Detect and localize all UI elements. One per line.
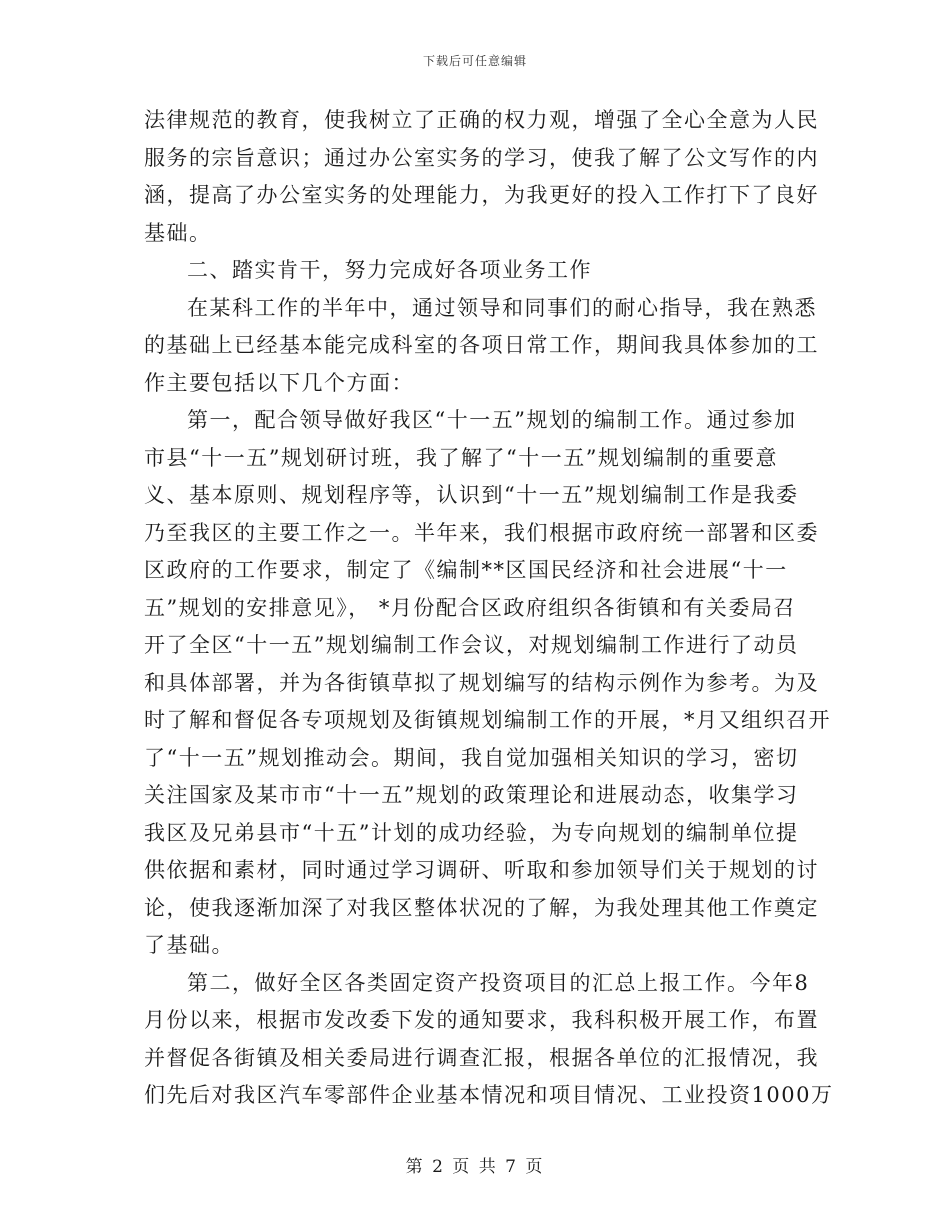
text-line: 第二，做好全区各类固定资产投资项目的汇总上报工作。今年8 — [187, 970, 810, 995]
text-line: 乃至我区的主要工作之一。半年来，我们根据市政府统一部署和区委 — [144, 520, 819, 545]
page-header: 下载后可任意编辑 — [422, 54, 527, 68]
text-line: 并督促各街镇及相关委局进行调查汇报，根据各单位的汇报情况，我 — [144, 1045, 819, 1070]
text-line: 供依据和素材，同时通过学习调研、听取和参加领导们关于规划的讨 — [144, 858, 819, 882]
document-body — [144, 102, 834, 1115]
text-line: 作主要包括以下几个方面： — [144, 370, 414, 395]
section-heading: 二、踏实肯干，努力完成好各项业务工作 — [187, 258, 592, 282]
text-line: 了“十一五”规划推动会。期间，我自觉加强相关知识的学习，密切 — [144, 745, 799, 770]
text-line: 五”规划的安排意见》， *月份配合区政府组织各街镇和有关委局召 — [144, 595, 796, 620]
text-line: 们先后对我区汽车零部件企业基本情况和项目情况、工业投资1000万 — [144, 1083, 834, 1107]
text-line: 在某科工作的半年中，通过领导和同事们的耐心指导，我在熟悉 — [187, 295, 817, 320]
text-line: 我区及兄弟县市“十五”计划的成功经验，为专向规划的编制单位提 — [144, 820, 799, 845]
text-line: 义、基本原则、规划程序等，认识到“十一五”规划编制工作是我委 — [144, 483, 799, 507]
text-line: 区政府的工作要求，制定了《编制**区国民经济和社会进展“十一 — [144, 558, 788, 582]
text-line: 关注国家及某市市“十一五”规划的政策理论和进展动态，收集学习 — [144, 783, 799, 807]
text-line: 服务的宗旨意识；通过办公室实务的学习，使我了解了公文写作的内 — [144, 145, 819, 170]
text-line: 时了解和督促各专项规划及街镇规划编制工作的开展，*月又组织召开 — [144, 708, 831, 732]
text-line: 的基础上已经基本能完成科室的各项日常工作，期间我具体参加的工 — [144, 333, 819, 357]
text-line: 涵，提高了办公室实务的处理能力，为我更好的投入工作打下了良好 — [144, 183, 819, 207]
text-line: 论，使我逐渐加深了对我区整体状况的了解，为我处理其他工作奠定 — [144, 895, 819, 920]
text-line: 市县“十一五”规划研讨班，我了解了“十一五”规划编制的重要意 — [144, 445, 778, 470]
text-line: 开了全区“十一五”规划编制工作会议，对规划编制工作进行了动员 — [144, 633, 799, 657]
text-line: 法律规范的教育，使我树立了正确的权力观，增强了全心全意为人民 — [144, 108, 819, 132]
page-number-footer: 第 2 页 共 7 页 — [405, 1157, 545, 1177]
text-line: 第一，配合领导做好我区“十一五”规划的编制工作。通过参加 — [187, 408, 797, 432]
text-line: 和具体部署，并为各街镇草拟了规划编写的结构示例作为参考。为及 — [144, 670, 819, 695]
text-line: 月份以来，根据市发改委下发的通知要求，我科积极开展工作，布置 — [144, 1008, 819, 1032]
text-line: 了基础。 — [144, 933, 234, 957]
text-line: 基础。 — [144, 220, 212, 245]
